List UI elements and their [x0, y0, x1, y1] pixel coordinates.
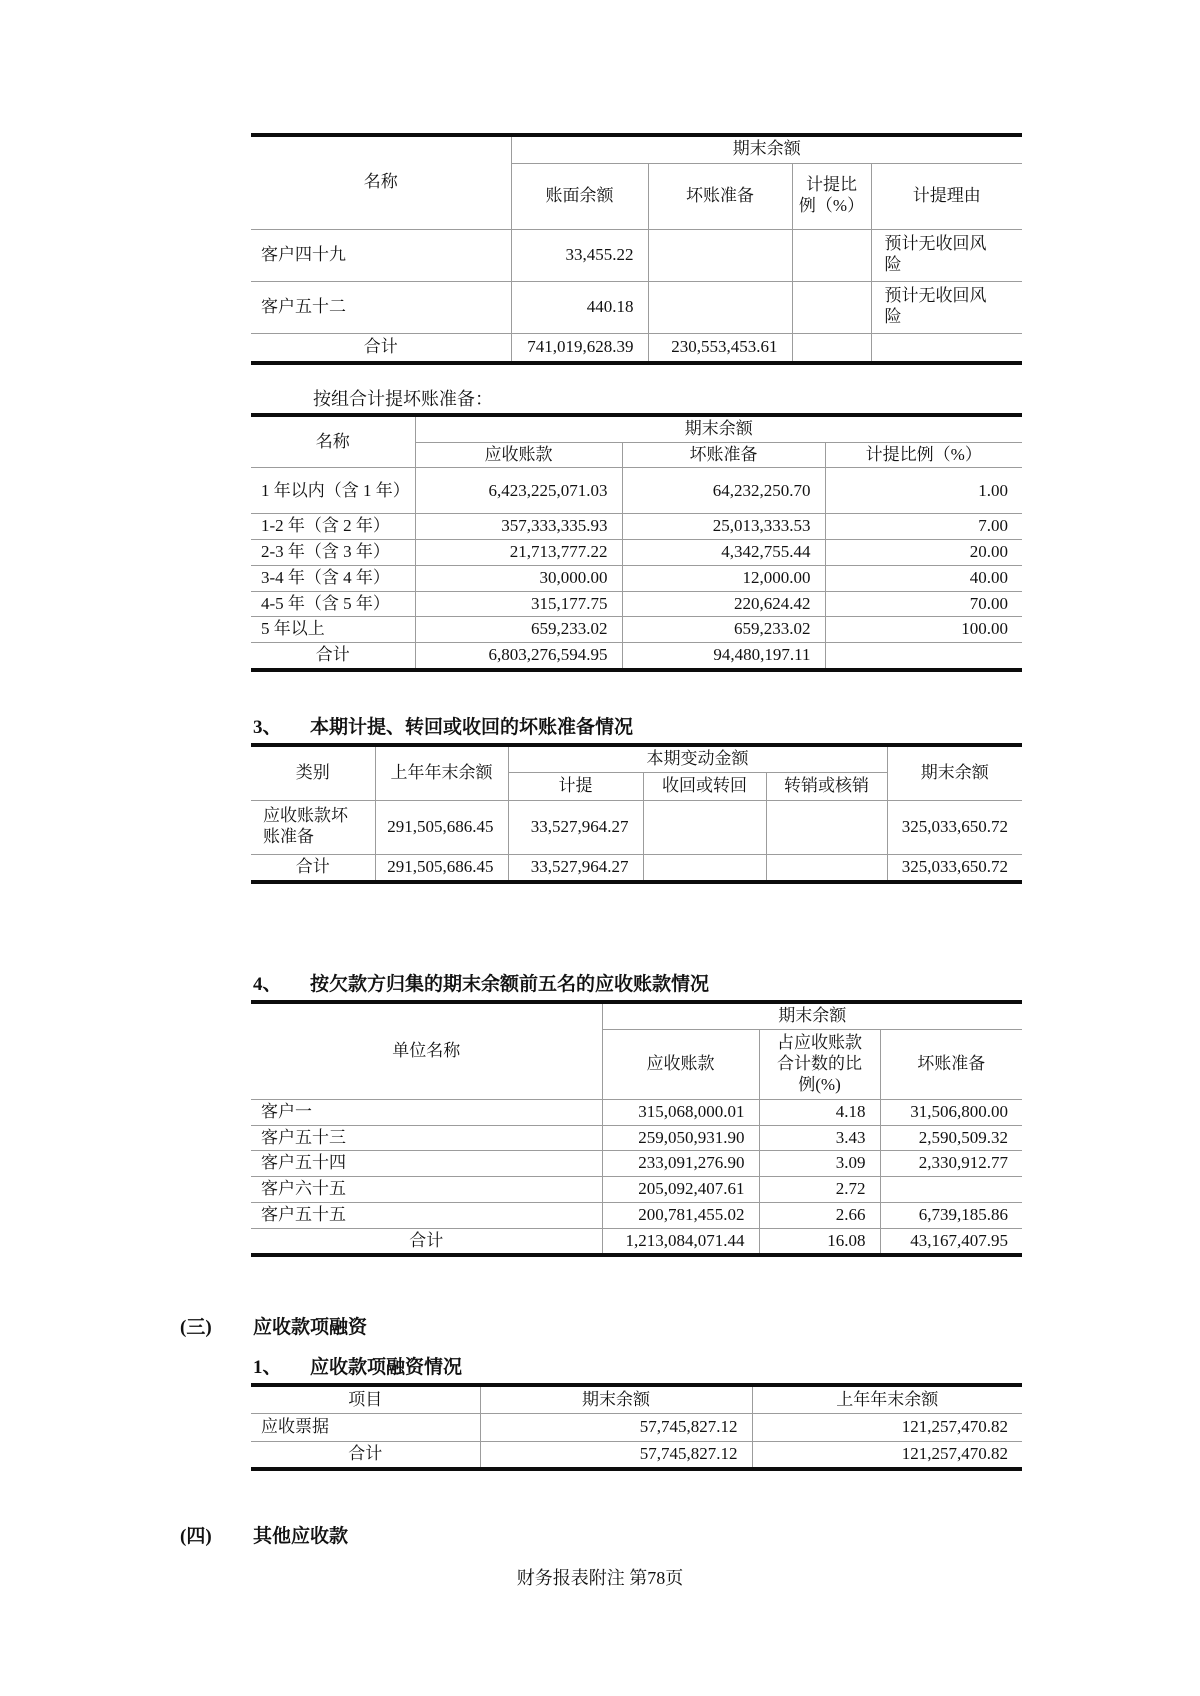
section-c-title: 应收款项融资 [253, 1317, 368, 1339]
table-header-row [251, 745, 1022, 772]
table-cell: 预计无收回风险 [871, 229, 1022, 281]
table-cell: 57,745,827.12 [480, 1413, 752, 1441]
section-d-heading [180, 1521, 1200, 1548]
table-cell: 33,527,964.27 [508, 854, 643, 882]
table-cell: 5 年以上 [251, 617, 415, 643]
t3-header-category: 类别 [251, 745, 375, 800]
table-cell: 315,177.75 [415, 591, 622, 617]
table-row [251, 1413, 1022, 1441]
t1-header-book-balance: 账面余额 [511, 163, 648, 229]
table-cell: 440.18 [511, 281, 648, 333]
t2-header-bad-debt: 坏账准备 [622, 442, 825, 468]
table-cell: 70.00 [825, 591, 1022, 617]
provision-changes-table [251, 743, 1022, 884]
table-cell: 6,803,276,594.95 [415, 643, 622, 670]
table-cell: 315,068,000.01 [602, 1099, 759, 1125]
table-header-row [251, 1385, 1022, 1413]
table-cell: 220,624.42 [622, 591, 825, 617]
section-c1-number: 1、 [253, 1357, 282, 1379]
t4-header-receivables: 应收账款 [602, 1029, 759, 1099]
t2-header-ratio: 计提比例（%） [825, 442, 1022, 468]
group-provision-heading: 按组合计提坏账准备： [313, 389, 493, 409]
table-cell: 291,505,686.45 [375, 800, 508, 854]
table-total-row [251, 1441, 1022, 1469]
table-cell: 16.08 [759, 1228, 880, 1255]
t3-header-writeoff: 转销或核销 [766, 772, 887, 800]
section-c1-heading [253, 1352, 1200, 1379]
table-cell: 2.66 [759, 1202, 880, 1228]
table-cell [792, 281, 871, 333]
table-total-row [251, 643, 1022, 670]
t4-header-bad-debt: 坏账准备 [880, 1029, 1022, 1099]
table-cell: 57,745,827.12 [480, 1441, 752, 1469]
individual-provision-table [251, 133, 1022, 365]
section-c1-title: 应收款项融资情况 [310, 1357, 463, 1379]
table-cell [648, 281, 792, 333]
section-3-heading [253, 712, 1200, 739]
t1-header-bad-debt: 坏账准备 [648, 163, 792, 229]
table-cell: 合计 [251, 643, 415, 670]
section-3-title: 本期计提、转回或收回的坏账准备情况 [310, 716, 634, 738]
table-cell: 357,333,335.93 [415, 514, 622, 540]
section-d-number: (四) [180, 1526, 212, 1548]
table-cell: 30,000.00 [415, 565, 622, 591]
table-cell: 合计 [251, 333, 511, 363]
table-header-row [251, 1002, 1022, 1029]
table-cell: 客户五十三 [251, 1125, 602, 1151]
table-header-row [251, 415, 1022, 442]
table-row [251, 540, 1022, 566]
table-cell [643, 800, 766, 854]
table-cell: 预计无收回风险 [871, 281, 1022, 333]
table-cell: 121,257,470.82 [752, 1441, 1022, 1469]
table-row [251, 1177, 1022, 1203]
table-cell [871, 333, 1022, 363]
table-cell: 7.00 [825, 514, 1022, 540]
table-cell: 259,050,931.90 [602, 1125, 759, 1151]
table-cell: 33,527,964.27 [508, 800, 643, 854]
t4-header-ratio: 占应收账款合计数的比例(%) [759, 1029, 880, 1099]
table-cell: 25,013,333.53 [622, 514, 825, 540]
table-row [251, 565, 1022, 591]
t3-header-period-end: 期末余额 [887, 745, 1022, 800]
table-cell: 1 年以内（含 1 年） [251, 468, 415, 514]
table-cell [792, 333, 871, 363]
table-cell [766, 854, 887, 882]
table-header-row [251, 135, 1022, 163]
t1-header-name: 名称 [251, 135, 511, 229]
table-total-row [251, 854, 1022, 882]
table-cell: 2,330,912.77 [880, 1151, 1022, 1177]
table-cell [792, 229, 871, 281]
table-cell: 121,257,470.82 [752, 1413, 1022, 1441]
section-3-number: 3、 [253, 716, 282, 738]
table-cell: 64,232,250.70 [622, 468, 825, 514]
t3-header-prev-year: 上年年末余额 [375, 745, 508, 800]
table-cell: 合计 [251, 1228, 602, 1255]
section-4-heading [253, 969, 1200, 996]
table-cell: 2-3 年（含 3 年） [251, 540, 415, 566]
table-cell: 客户六十五 [251, 1177, 602, 1203]
table-cell: 100.00 [825, 617, 1022, 643]
t2-header-group: 期末余额 [415, 415, 1022, 442]
table-cell: 合计 [251, 1441, 480, 1469]
table-cell: 合计 [251, 854, 375, 882]
table-cell: 3.09 [759, 1151, 880, 1177]
receivables-financing-table [251, 1383, 1022, 1471]
t5-header-period-end: 期末余额 [480, 1385, 752, 1413]
table-cell: 6,423,225,071.03 [415, 468, 622, 514]
table-cell [648, 229, 792, 281]
table-row [251, 1125, 1022, 1151]
table-cell: 40.00 [825, 565, 1022, 591]
table-cell: 1-2 年（含 2 年） [251, 514, 415, 540]
table-cell: 200,781,455.02 [602, 1202, 759, 1228]
table-cell: 659,233.02 [622, 617, 825, 643]
table-total-row [251, 333, 1022, 363]
table-cell: 4.18 [759, 1099, 880, 1125]
page-footer: 财务报表附注 第78页 [516, 1568, 684, 1588]
t3-header-recover: 收回或转回 [643, 772, 766, 800]
t3-header-group: 本期变动金额 [508, 745, 887, 772]
table-row [251, 1202, 1022, 1228]
section-d-title: 其他应收款 [253, 1526, 349, 1548]
table-cell: 230,553,453.61 [648, 333, 792, 363]
table-cell: 741,019,628.39 [511, 333, 648, 363]
table-cell: 31,506,800.00 [880, 1099, 1022, 1125]
section-4-number: 4、 [253, 974, 282, 996]
table-row [251, 1099, 1022, 1125]
table-cell: 20.00 [825, 540, 1022, 566]
table-cell: 21,713,777.22 [415, 540, 622, 566]
t2-header-receivables: 应收账款 [415, 442, 622, 468]
table-cell [880, 1177, 1022, 1203]
table-cell: 6,739,185.86 [880, 1202, 1022, 1228]
table-row [251, 468, 1022, 514]
table-total-row [251, 1228, 1022, 1255]
table-cell: 2.72 [759, 1177, 880, 1203]
table-cell: 4,342,755.44 [622, 540, 825, 566]
table-cell: 43,167,407.95 [880, 1228, 1022, 1255]
t5-header-item: 项目 [251, 1385, 480, 1413]
group-provision-table [251, 413, 1022, 672]
table-cell: 2,590,509.32 [880, 1125, 1022, 1151]
t3-header-accrual: 计提 [508, 772, 643, 800]
t4-header-group: 期末余额 [602, 1002, 1022, 1029]
table-cell: 1.00 [825, 468, 1022, 514]
table-row [251, 514, 1022, 540]
table-row [251, 591, 1022, 617]
table-row [251, 281, 1022, 333]
table-cell [643, 854, 766, 882]
table-row [251, 229, 1022, 281]
section-c-heading [180, 1312, 1200, 1339]
table-cell: 659,233.02 [415, 617, 622, 643]
top-five-receivables-table [251, 1000, 1022, 1257]
table-row [251, 1151, 1022, 1177]
table-cell: 94,480,197.11 [622, 643, 825, 670]
table-cell: 客户五十二 [251, 281, 511, 333]
table-cell: 1,213,084,071.44 [602, 1228, 759, 1255]
t4-header-name: 单位名称 [251, 1002, 602, 1099]
t1-header-ratio: 计提比例（%） [792, 163, 871, 229]
t2-header-name: 名称 [251, 415, 415, 468]
table-cell: 325,033,650.72 [887, 800, 1022, 854]
table-cell [766, 800, 887, 854]
table-cell: 客户四十九 [251, 229, 511, 281]
table-row [251, 800, 1022, 854]
section-4-title: 按欠款方归集的期末余额前五名的应收账款情况 [310, 974, 710, 996]
t1-header-group: 期末余额 [511, 135, 1022, 163]
table-cell: 205,092,407.61 [602, 1177, 759, 1203]
table-cell: 应收票据 [251, 1413, 480, 1441]
table-cell: 12,000.00 [622, 565, 825, 591]
table-cell: 客户五十五 [251, 1202, 602, 1228]
table-row [251, 617, 1022, 643]
table-cell: 3-4 年（含 4 年） [251, 565, 415, 591]
table-cell: 3.43 [759, 1125, 880, 1151]
t1-header-reason: 计提理由 [871, 163, 1022, 229]
table-cell: 291,505,686.45 [375, 854, 508, 882]
table-cell: 325,033,650.72 [887, 854, 1022, 882]
table-cell: 33,455.22 [511, 229, 648, 281]
t5-header-prev-year: 上年年末余额 [752, 1385, 1022, 1413]
table-cell: 客户一 [251, 1099, 602, 1125]
table-cell: 233,091,276.90 [602, 1151, 759, 1177]
section-c-number: (三) [180, 1317, 212, 1339]
table-cell: 客户五十四 [251, 1151, 602, 1177]
table-cell: 4-5 年（含 5 年） [251, 591, 415, 617]
table-cell: 应收账款坏账准备 [251, 800, 375, 854]
table-cell [825, 643, 1022, 670]
